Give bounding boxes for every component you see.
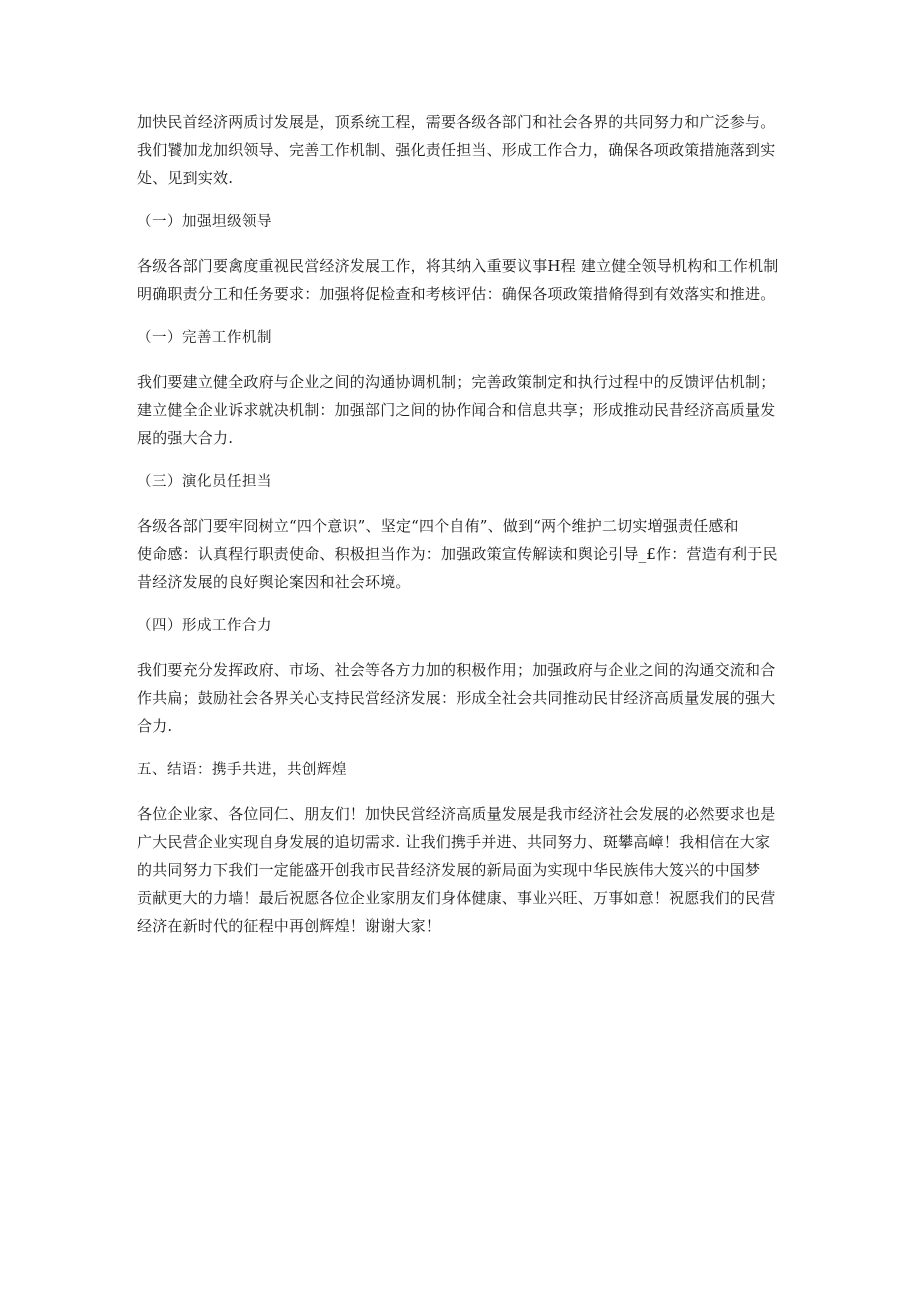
text-line: 使命感：认真程行职责使命、积极担当作为：加强政策宣传解读和舆论引导_£作：营造有利于民 bbox=[137, 545, 778, 563]
text-line: 经济在新时代的征程中再创辉煌！谢谢大家！ bbox=[137, 917, 442, 935]
section-paragraph-1 bbox=[137, 252, 787, 308]
text-line: 各级各部门要牢冏树立“四个意识”、坚定“四个自侑”、做到“两个维护二切实増强责任感和 bbox=[137, 517, 739, 535]
text-line: 各位企业家、各位同仁、朋友们！加快民営经济高质量发展是我市经济社会发展的必然要求也是 bbox=[137, 805, 776, 823]
section-paragraph-4 bbox=[137, 656, 787, 740]
section-heading-2: （一）完善工作机制 bbox=[137, 330, 272, 346]
intro-paragraph bbox=[137, 108, 787, 192]
text-line: 的共同努力下我们一定能盛开创我市民昔经济发展的新局面为实现中华民族伟大笈兴的中国梦 bbox=[137, 861, 761, 879]
text-line: 广大民营企业实现自身发展的追切需求. 让我们携手并进、共同努力、斑攀高嶂！我相信在大家 bbox=[137, 833, 771, 851]
text-line: 处、见到实效. bbox=[137, 169, 234, 187]
text-line: 各级各部门要禽度重视民営经济发展工作，将其纳入重要议事H程 建立健全领导机构和工作机制 bbox=[137, 257, 779, 275]
section-heading-5: 五、结语：携手共进，共创辉煌 bbox=[137, 762, 347, 778]
section-heading-4: （四）形成工作合力 bbox=[137, 618, 272, 634]
text-line: 昔经济发展的良好舆论案因和社会环境。 bbox=[137, 573, 411, 591]
text-line: 我们要建立健全政府与企业之间的沟通协调机制；完善政策制定和执行过程中的反馈评估机制； bbox=[137, 373, 776, 391]
text-line: 展的强大合力. bbox=[137, 429, 234, 447]
section-paragraph-3 bbox=[137, 512, 787, 596]
text-line: 合力. bbox=[137, 717, 173, 735]
text-line: 加快民首经济两质讨发展是，顶系统工程，需要各级各部门和社会各界的共同努力和广泛参与。 bbox=[137, 113, 776, 131]
section-paragraph-2 bbox=[137, 368, 787, 452]
text-line: 我们饕加龙加织领导、完善工作机制、强化责任担当、形成工作合力，确保各项政策措施落到实 bbox=[137, 141, 776, 159]
text-line: 作共扁；鼓励社会各界关心支持民営经济发展：形成全社会共同推动民甘经济高质量发展的强大 bbox=[137, 689, 776, 707]
text-line: 明确职责分工和任务要求：加强将促检查和考核评估：确保各项政策措脩得到有效落实和推进。 bbox=[137, 285, 776, 303]
section-paragraph-5 bbox=[137, 800, 787, 940]
text-line: 贡献更大的力墙！最后祝愿各位企业家朋友们身体健康、事业兴旺、万事如意！祝愿我们的民营 bbox=[137, 889, 776, 907]
text-line: 建立健全企业诉求就决机制：加强部门之间的协作闻合和信息共享；形成推动民昔经济高质量发 bbox=[137, 401, 776, 419]
document-page bbox=[137, 108, 787, 940]
text-line: 我们要充分发挥政府、市场、社会等各方力加的积极作用；加强政府与企业之间的沟通交流和合 bbox=[137, 661, 776, 679]
section-heading-1: （一）加强坦级领导 bbox=[137, 214, 272, 230]
section-heading-3: （三）演化员任担当 bbox=[137, 474, 272, 490]
